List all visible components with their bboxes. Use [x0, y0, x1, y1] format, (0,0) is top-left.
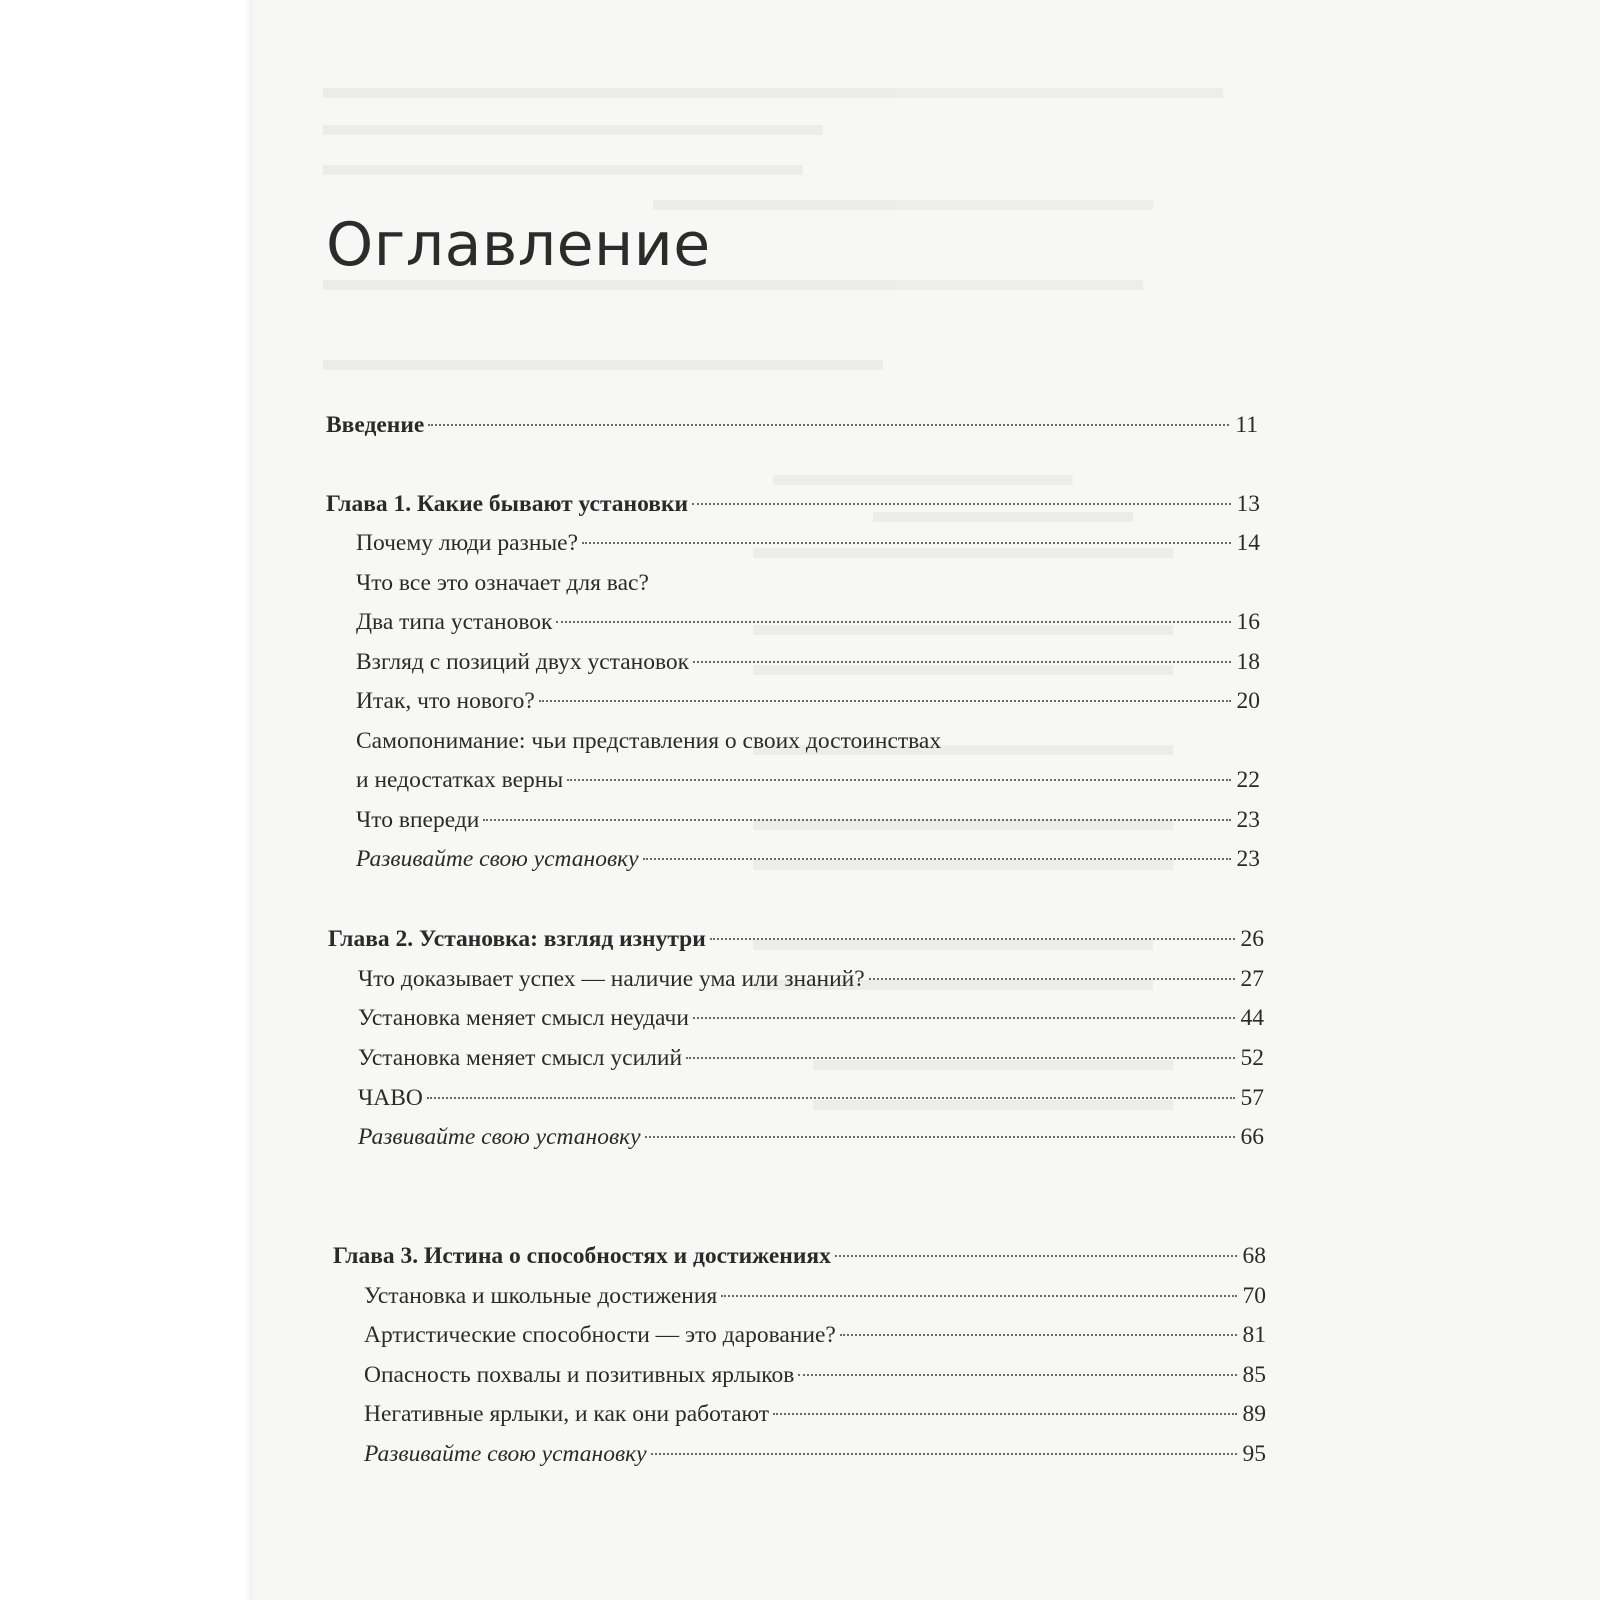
toc-entry [358, 962, 1264, 996]
toc-entry-title: Введение [326, 412, 425, 438]
toc-entry [356, 566, 1260, 600]
toc-entry-title: Взгляд с позиций двух установок [356, 649, 690, 675]
toc-entry-title: Развивайте свою установку [356, 846, 639, 872]
leader-dots [773, 1413, 1236, 1415]
leader-dots [651, 1453, 1237, 1455]
toc-entry-page: 44 [1240, 1005, 1264, 1031]
leader-dots [556, 621, 1230, 623]
toc-entry-page: 70 [1242, 1283, 1266, 1309]
toc-entry [356, 526, 1260, 560]
leader-dots [643, 858, 1231, 860]
leader-dots [840, 1334, 1237, 1336]
leader-dots [798, 1374, 1236, 1376]
toc-entry [356, 605, 1260, 639]
toc-entry-title: Что впереди [356, 807, 480, 833]
toc-entry [358, 1081, 1264, 1115]
toc-entry-title: Опасность похвалы и позитивных ярлыков [364, 1362, 795, 1388]
leader-dots [539, 700, 1231, 702]
leader-dots [645, 1136, 1235, 1138]
toc-entry [364, 1358, 1266, 1392]
leader-dots [721, 1295, 1236, 1297]
toc-entry-title: Негативные ярлыки, и как они работают [364, 1401, 770, 1427]
toc-entry-title: Самопонимание: чьи представления о своих достоинствах [356, 728, 942, 754]
toc-exercise-entry [356, 842, 1260, 876]
toc-entry-page: 23 [1236, 807, 1260, 833]
toc-entry-page: 22 [1236, 767, 1260, 793]
toc-exercise-entry [358, 1120, 1264, 1154]
toc-entry [356, 724, 1260, 758]
leader-dots [692, 503, 1230, 505]
toc-entry-page: 68 [1242, 1243, 1266, 1269]
toc-entry-title: Глава 3. Истина о способностях и достижениях [333, 1243, 831, 1269]
toc-entry-page: 16 [1236, 609, 1260, 635]
toc-entry-page: 13 [1236, 491, 1260, 517]
toc-entry-title: Установка меняет смысл неудачи [358, 1005, 689, 1031]
toc-entry-title: Установка меняет смысл усилий [358, 1045, 683, 1071]
page-title: Оглавление [326, 210, 711, 280]
leader-dots [483, 819, 1230, 821]
toc-entry [358, 1041, 1264, 1075]
toc-entry-page: 66 [1240, 1124, 1264, 1150]
leader-dots [835, 1255, 1237, 1257]
toc-entry [356, 684, 1260, 718]
toc-entry [364, 1279, 1266, 1313]
toc-exercise-entry [364, 1437, 1266, 1471]
toc-entry-page: 23 [1236, 846, 1260, 872]
toc-entry-page: 11 [1235, 412, 1258, 438]
leader-dots [693, 1017, 1235, 1019]
leader-dots [686, 1057, 1234, 1059]
leader-dots [582, 542, 1230, 544]
toc-entry-title: Глава 1. Какие бывают установки [326, 491, 689, 517]
toc-entry-page: 18 [1236, 649, 1260, 675]
toc-entry-page: 14 [1236, 530, 1260, 556]
toc-entry [356, 803, 1260, 837]
toc-entry [326, 408, 1258, 442]
toc-chapter-entry [328, 922, 1264, 956]
toc-entry-title: Развивайте свою установку [364, 1441, 647, 1467]
toc-entry-title: ЧАВО [358, 1085, 423, 1111]
toc-entry-page: 85 [1242, 1362, 1266, 1388]
leader-dots [710, 938, 1235, 940]
leader-dots [567, 779, 1230, 781]
toc-entry-page: 27 [1240, 966, 1264, 992]
toc-entry-title: Что все это означает для вас? [356, 570, 649, 596]
toc-entry-page: 57 [1240, 1085, 1264, 1111]
toc-entry-continuation [356, 763, 1260, 797]
toc-entry-page: 95 [1242, 1441, 1266, 1467]
toc-entry [364, 1397, 1266, 1431]
toc-entry-title: Установка и школьные достижения [364, 1283, 718, 1309]
toc-entry-title: Два типа установок [356, 609, 553, 635]
toc-entry-page: 20 [1236, 688, 1260, 714]
toc-entry-page: 89 [1242, 1401, 1266, 1427]
toc-entry-title: и недостатках верны [356, 767, 564, 793]
toc-entry-title: Итак, что нового? [356, 688, 535, 714]
leader-dots [693, 661, 1230, 663]
leader-dots [869, 978, 1235, 980]
leader-dots [428, 424, 1229, 426]
toc-entry-title: Почему люди разные? [356, 530, 579, 556]
toc-chapter-entry [333, 1239, 1266, 1273]
toc-entry-title: Что доказывает успех — наличие ума или знаний? [358, 966, 865, 992]
toc-entry [358, 1001, 1264, 1035]
toc-chapter-entry [326, 487, 1260, 521]
toc-entry-page: 26 [1240, 926, 1264, 952]
toc-entry-page: 81 [1242, 1322, 1266, 1348]
leader-dots [427, 1097, 1235, 1099]
toc-entry [356, 645, 1260, 679]
toc-entry [364, 1318, 1266, 1352]
toc-entry-title: Артистические способности — это дарование? [364, 1322, 836, 1348]
toc-entry-title: Развивайте свою установку [358, 1124, 641, 1150]
toc-entry-page: 52 [1240, 1045, 1264, 1071]
toc-entry-title: Глава 2. Установка: взгляд изнутри [328, 926, 706, 952]
